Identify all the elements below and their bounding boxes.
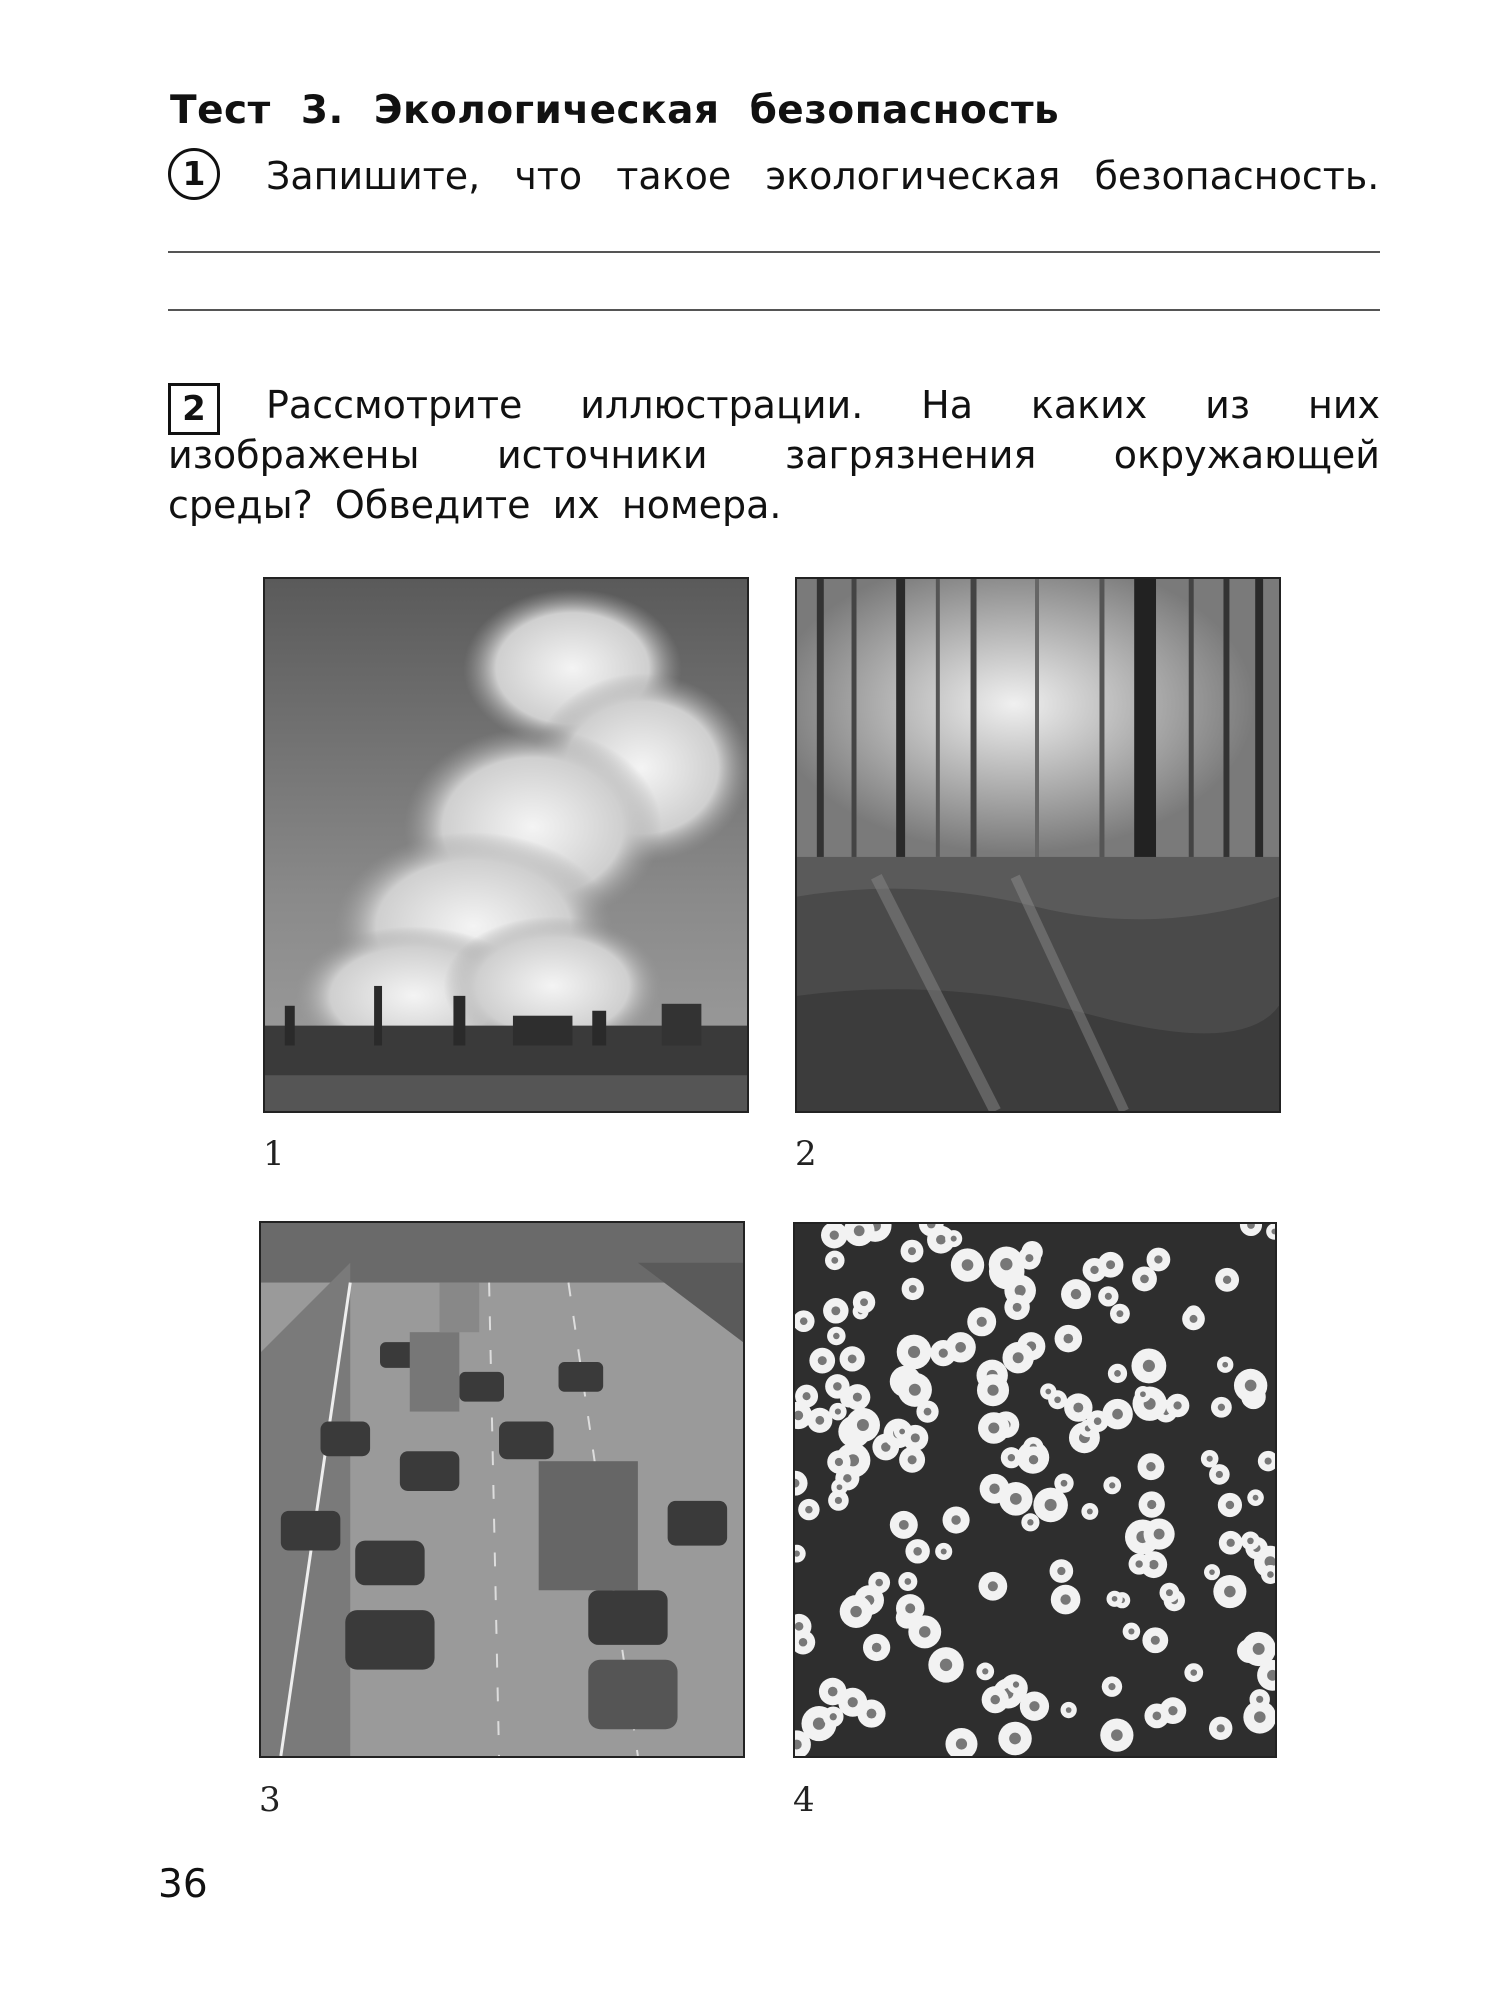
daisies-photo xyxy=(793,1222,1277,1758)
traffic-photo xyxy=(259,1221,745,1758)
task-2-number: 2 xyxy=(168,383,220,435)
image-caption: 4 xyxy=(793,1780,815,1820)
answer-line[interactable] xyxy=(168,309,1380,311)
task-1 xyxy=(168,148,1388,208)
image-caption: 3 xyxy=(259,1780,281,1820)
page-number: 36 xyxy=(158,1862,208,1907)
forest-photo xyxy=(795,577,1281,1113)
answer-line[interactable] xyxy=(168,251,1380,253)
image-caption: 2 xyxy=(795,1134,817,1174)
test-title: Тест 3. Экологическая безопасность xyxy=(170,88,1060,133)
task-2-text: Рассмотрите иллюстрации. На каких из них изображены источники загрязнения окружающей среды? Обведите их номера. xyxy=(168,383,1380,527)
factory-smoke-photo xyxy=(263,577,749,1113)
task-1-number: 1 xyxy=(168,148,220,200)
task-1-text: Запишите, что такое экологическая безопасность. xyxy=(266,154,1380,198)
image-caption: 1 xyxy=(263,1134,285,1174)
